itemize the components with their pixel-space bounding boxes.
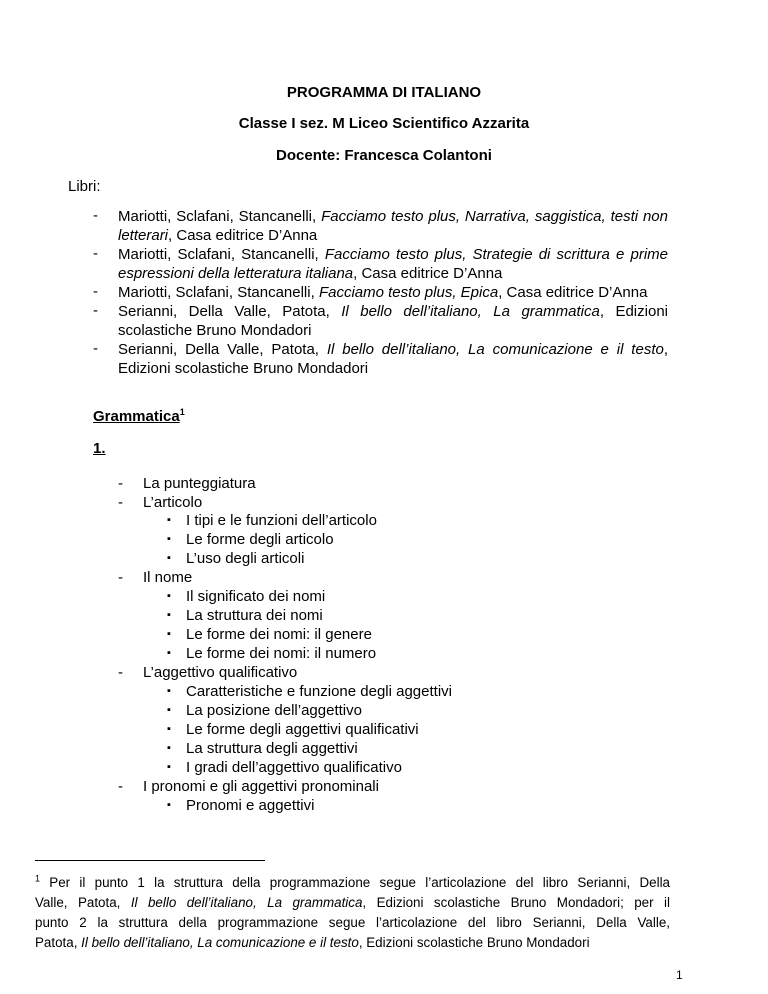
books-label: Libri:	[68, 178, 101, 195]
bullet-icon: ▪	[167, 685, 171, 697]
bullet-icon: ▪	[167, 609, 171, 621]
list-dash: -	[118, 778, 123, 795]
class-line: Classe I sez. M Liceo Scientifico Azzarita	[238, 115, 530, 132]
page-title: PROGRAMMA DI ITALIANO	[286, 84, 482, 101]
subtopic-item: Le forme degli aggettivi qualificativi	[186, 721, 419, 738]
bullet-icon: ▪	[167, 647, 171, 659]
footnote-line: punto 2 la struttura della programmazione segue l’articolazione del libro Serianni, Della Valle,	[35, 915, 670, 930]
list-dash: -	[93, 245, 98, 262]
book-item: Mariotti, Sclafani, Stancanelli, Facciamo testo plus, Strategie di scrittura e prime	[118, 246, 668, 263]
list-dash: -	[93, 207, 98, 224]
bullet-icon: ▪	[167, 742, 171, 754]
bullet-icon: ▪	[167, 723, 171, 735]
bullet-icon: ▪	[167, 590, 171, 602]
section-number: 1.	[93, 440, 106, 457]
footnote-ref: 1	[179, 407, 185, 417]
book-item: Mariotti, Sclafani, Stancanelli, Facciamo testo plus, Narrativa, saggistica, testi non	[118, 208, 668, 225]
subtopic-item: Le forme dei nomi: il numero	[186, 645, 377, 662]
subtopic-item: L’uso degli articoli	[186, 550, 305, 567]
section-heading: Grammatica$^1$	[93, 407, 185, 425]
subtopic-item: La struttura degli aggettivi	[186, 740, 358, 757]
list-dash: -	[93, 283, 98, 300]
subtopic-item: I gradi dell’aggettivo qualificativo	[186, 759, 402, 776]
footnote-line: Patota, Il bello dell’italiano, La comunicazione e il testo, Edizioni scolastiche Bruno Mondadori	[35, 935, 590, 950]
page-number: 1	[676, 968, 683, 982]
topic-item: L’aggettivo qualificativo	[143, 664, 298, 681]
list-dash: -	[118, 664, 123, 681]
book-item-cont: letterari, Casa editrice D’Anna	[118, 227, 318, 244]
subtopic-item: Caratteristiche e funzione degli aggettivi	[186, 683, 452, 700]
bullet-icon: ▪	[167, 704, 171, 716]
list-dash: -	[93, 340, 98, 357]
list-dash: -	[93, 302, 98, 319]
footnote-line: Valle, Patota, Il bello dell’italiano, La grammatica, Edizioni scolastiche Bruno Mondadori; per il	[35, 895, 670, 910]
topic-item: La punteggiatura	[143, 475, 256, 492]
topic-item: L’articolo	[143, 494, 203, 511]
book-item: Serianni, Della Valle, Patota, Il bello dell’italiano, La grammatica, Edizioni	[118, 303, 668, 320]
list-dash: -	[118, 475, 123, 492]
list-dash: -	[118, 494, 123, 511]
book-item-cont: espressioni della letteratura italiana, Casa editrice D’Anna	[118, 265, 503, 282]
book-item-cont: scolastiche Bruno Mondadori	[118, 322, 312, 339]
footnote-separator	[35, 860, 265, 861]
footnote-mark: 1	[35, 873, 41, 884]
book-item-cont: Edizioni scolastiche Bruno Mondadori	[118, 360, 369, 377]
subtopic-item: Le forme dei nomi: il genere	[186, 626, 372, 643]
bullet-icon: ▪	[167, 533, 171, 545]
subtopic-item: Le forme degli articolo	[186, 531, 334, 548]
bullet-icon: ▪	[167, 628, 171, 640]
subtopic-item: Il significato dei nomi	[186, 588, 326, 605]
bullet-icon: ▪	[167, 799, 171, 811]
subtopic-item: Pronomi e aggettivi	[186, 797, 315, 814]
topic-item: I pronomi e gli aggettivi pronominali	[143, 778, 379, 795]
list-dash: -	[118, 569, 123, 586]
subtopic-item: La posizione dell’aggettivo	[186, 702, 362, 719]
teacher-line: Docente: Francesca Colantoni	[276, 147, 492, 164]
bullet-icon: ▪	[167, 761, 171, 773]
topic-item: Il nome	[143, 569, 193, 586]
book-item: Serianni, Della Valle, Patota, Il bello dell’italiano, La comunicazione e il testo,	[118, 341, 669, 358]
bullet-icon: ▪	[167, 552, 171, 564]
bullet-icon: ▪	[167, 514, 171, 526]
subtopic-item: I tipi e le funzioni dell’articolo	[186, 512, 377, 529]
footnote-line: $^1$ Per il punto 1 la struttura della programmazione segue l’articolazione del libro Serianni, Della	[35, 873, 670, 890]
book-item: Mariotti, Sclafani, Stancanelli, Facciamo testo plus, Epica, Casa editrice D’Anna	[118, 284, 648, 301]
subtopic-item: La struttura dei nomi	[186, 607, 323, 624]
